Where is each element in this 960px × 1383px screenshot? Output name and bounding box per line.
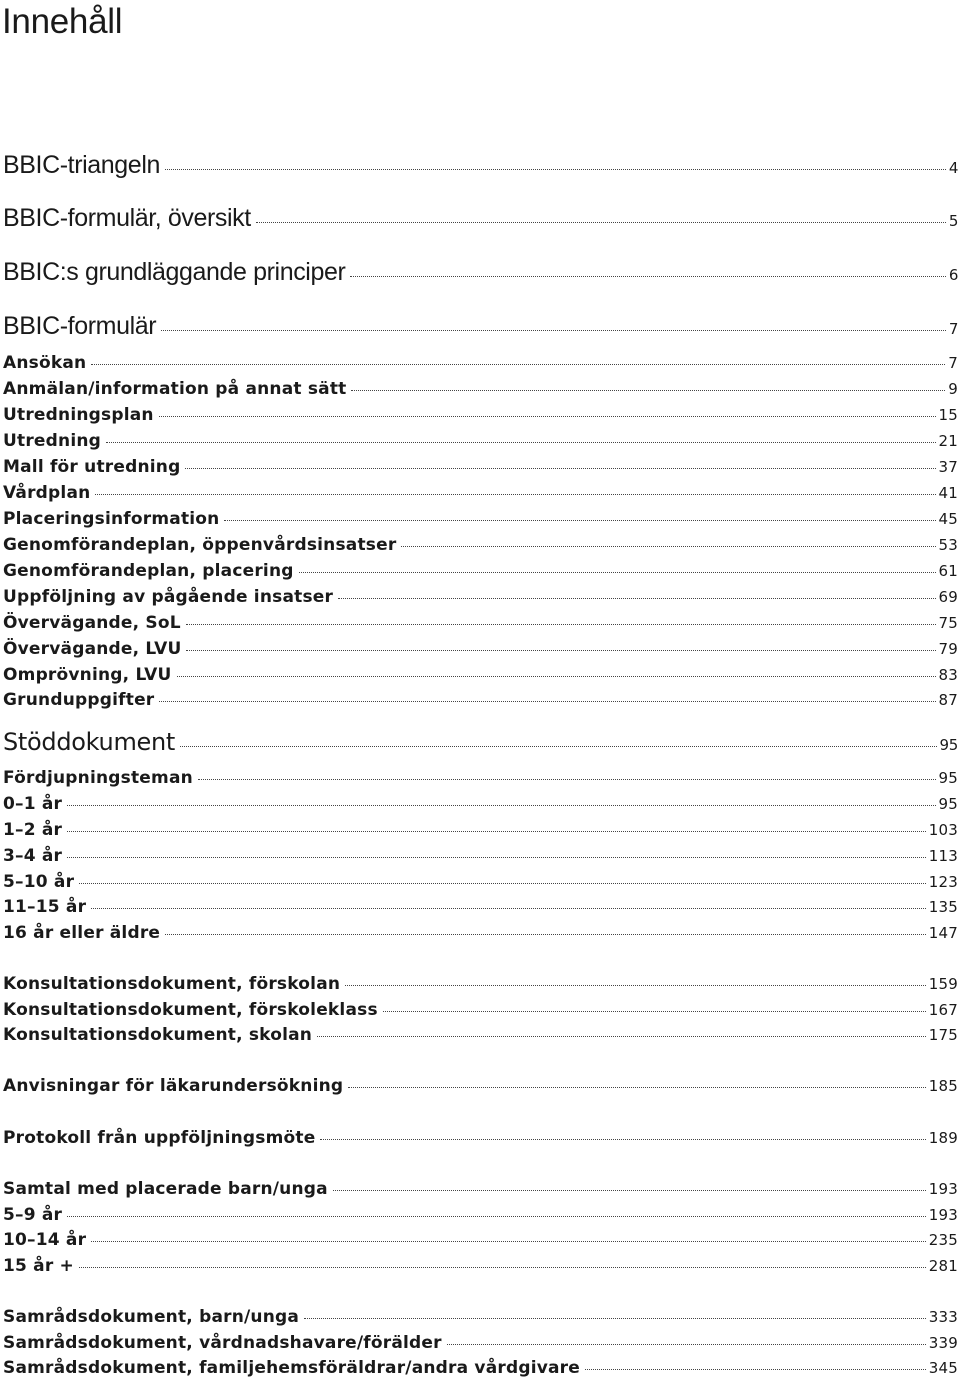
toc-entry-label: Samtal med placerade barn/unga bbox=[3, 1179, 328, 1199]
toc-entry-grunduppgifter[interactable] bbox=[3, 690, 958, 710]
dot-leader bbox=[351, 390, 945, 391]
toc-entry-16-ar-eller-aldre[interactable] bbox=[3, 923, 958, 943]
toc-entry-bbic-formular[interactable] bbox=[3, 312, 958, 341]
toc-entry-label: Uppföljning av pågående insatser bbox=[3, 587, 334, 607]
toc-entry-page: 333 bbox=[928, 1308, 958, 1326]
dot-leader bbox=[320, 1139, 925, 1140]
dot-leader bbox=[161, 330, 946, 331]
toc-entry-bbic-formular-oversikt[interactable] bbox=[3, 204, 958, 233]
dot-leader bbox=[177, 676, 936, 677]
dot-leader bbox=[383, 1011, 926, 1012]
toc-entry-label: BBIC:s grundläggande principer bbox=[3, 258, 346, 286]
toc-entry-label: Samrådsdokument, familjehemsföräldrar/andra vårdgivare bbox=[3, 1358, 580, 1378]
toc-entry-label: BBIC-formulär bbox=[3, 312, 157, 340]
toc-entry-page: 281 bbox=[928, 1257, 958, 1275]
toc-entry-ansokan[interactable] bbox=[3, 353, 958, 373]
toc-entry-label: Konsultationsdokument, skolan bbox=[3, 1025, 313, 1045]
toc-entry-stoddokument[interactable] bbox=[3, 728, 958, 756]
toc-entry-label: Omprövning, LVU bbox=[3, 665, 172, 685]
dot-leader bbox=[345, 985, 926, 986]
dot-leader bbox=[401, 546, 935, 547]
toc-entry-page: 167 bbox=[928, 1001, 958, 1019]
toc-entry-anvisningar-lakarundersokning[interactable] bbox=[3, 1076, 958, 1096]
dot-leader bbox=[338, 598, 935, 599]
toc-entry-label: 5–9 år bbox=[3, 1205, 63, 1225]
toc-entry-page: 103 bbox=[928, 821, 958, 839]
toc-entry-label: Genomförandeplan, placering bbox=[3, 561, 294, 581]
toc-entry-15-ar-plus[interactable] bbox=[3, 1256, 958, 1276]
toc-entry-page: 113 bbox=[928, 847, 958, 865]
toc-entry-11-15-ar[interactable] bbox=[3, 897, 958, 917]
toc-entry-samrad-barn-unga[interactable] bbox=[3, 1307, 958, 1327]
toc-entry-placeringsinformation[interactable] bbox=[3, 509, 958, 529]
toc-entry-page: 95 bbox=[939, 736, 958, 754]
dot-leader bbox=[256, 222, 946, 223]
toc-entry-label: Utredning bbox=[3, 431, 102, 451]
toc-entry-page: 189 bbox=[928, 1129, 958, 1147]
toc-entry-mall-for-utredning[interactable] bbox=[3, 457, 958, 477]
toc-entry-uppfoljning[interactable] bbox=[3, 587, 958, 607]
toc-entry-page: 45 bbox=[938, 510, 958, 528]
toc-entry-label: 11–15 år bbox=[3, 897, 87, 917]
toc-entry-label: Mall för utredning bbox=[3, 457, 181, 477]
toc-entry-omprovning-lvu[interactable] bbox=[3, 665, 958, 685]
toc-entry-page: 87 bbox=[938, 691, 958, 709]
dot-leader bbox=[585, 1369, 926, 1370]
dot-leader bbox=[447, 1344, 926, 1345]
toc-entry-utredningsplan[interactable] bbox=[3, 405, 958, 425]
toc-entry-label: Placeringsinformation bbox=[3, 509, 220, 529]
toc-entry-utredning[interactable] bbox=[3, 431, 958, 451]
toc-entry-label: 15 år + bbox=[3, 1256, 74, 1276]
toc-entry-page: 75 bbox=[938, 614, 958, 632]
dot-leader bbox=[304, 1318, 926, 1319]
toc-entry-label: Konsultationsdokument, förskoleklass bbox=[3, 1000, 378, 1020]
toc-entry-1-2-ar[interactable] bbox=[3, 820, 958, 840]
toc-entry-label: 10–14 år bbox=[3, 1230, 87, 1250]
toc-entry-page: 6 bbox=[948, 266, 958, 284]
toc-entry-label: Grunduppgifter bbox=[3, 690, 155, 710]
toc-entry-page: 123 bbox=[928, 873, 958, 891]
page-title: Innehåll bbox=[2, 2, 123, 41]
dot-leader bbox=[106, 442, 935, 443]
toc-entry-genomforandeplan-placering[interactable] bbox=[3, 561, 958, 581]
dot-leader bbox=[91, 364, 945, 365]
toc-entry-samtal-placerade[interactable] bbox=[3, 1179, 958, 1199]
toc-entry-page: 53 bbox=[938, 536, 958, 554]
toc-entry-label: Samrådsdokument, vårdnadshavare/förälder bbox=[3, 1333, 442, 1353]
toc-entry-page: 15 bbox=[938, 406, 958, 424]
toc-entry-label: 1–2 år bbox=[3, 820, 63, 840]
dot-leader bbox=[186, 650, 935, 651]
toc-entry-0-1-ar[interactable] bbox=[3, 794, 958, 814]
toc-entry-label: Anvisningar för läkarundersökning bbox=[3, 1076, 344, 1096]
dot-leader bbox=[333, 1190, 926, 1191]
toc-entry-page: 345 bbox=[928, 1359, 958, 1377]
dot-leader bbox=[159, 701, 935, 702]
toc-entry-genomforandeplan-oppenvard[interactable] bbox=[3, 535, 958, 555]
toc-entry-label: Stöddokument bbox=[3, 728, 176, 756]
toc-entry-page: 95 bbox=[938, 769, 958, 787]
dot-leader bbox=[95, 494, 935, 495]
toc-entry-label: Övervägande, LVU bbox=[3, 639, 182, 659]
toc-entry-page: 37 bbox=[938, 458, 958, 476]
toc-entry-page: 193 bbox=[928, 1206, 958, 1224]
toc-entry-fordjupningsteman[interactable] bbox=[3, 768, 958, 788]
toc-entry-overvagande-sol[interactable] bbox=[3, 613, 958, 633]
toc-entry-page: 135 bbox=[928, 898, 958, 916]
dot-leader bbox=[198, 779, 936, 780]
toc-entry-page: 61 bbox=[938, 562, 958, 580]
dot-leader bbox=[67, 805, 935, 806]
dot-leader bbox=[165, 169, 946, 170]
dot-leader bbox=[165, 934, 926, 935]
toc-entry-samrad-vardnadshavare[interactable] bbox=[3, 1333, 958, 1353]
toc-entry-3-4-ar[interactable] bbox=[3, 846, 958, 866]
toc-entry-konsultation-skolan[interactable] bbox=[3, 1025, 958, 1045]
dot-leader bbox=[91, 908, 926, 909]
toc-entry-page: 147 bbox=[928, 924, 958, 942]
toc-entry-label: BBIC-triangeln bbox=[3, 151, 160, 179]
dot-leader bbox=[180, 746, 936, 747]
toc-entry-overvagande-lvu[interactable] bbox=[3, 639, 958, 659]
toc-entry-page: 4 bbox=[948, 159, 958, 177]
dot-leader bbox=[350, 276, 945, 277]
toc-entry-label: Utredningsplan bbox=[3, 405, 154, 425]
dot-leader bbox=[159, 416, 936, 417]
dot-leader bbox=[186, 624, 936, 625]
dot-leader bbox=[224, 520, 935, 521]
dot-leader bbox=[348, 1087, 925, 1088]
toc-entry-label: Protokoll från uppföljningsmöte bbox=[3, 1128, 316, 1148]
toc-entry-page: 235 bbox=[928, 1231, 958, 1249]
toc-entry-page: 21 bbox=[938, 432, 958, 450]
toc-entry-page: 9 bbox=[948, 380, 958, 398]
toc-entry-protokoll-uppfoljningsmote[interactable] bbox=[3, 1128, 958, 1148]
dot-leader bbox=[67, 831, 926, 832]
toc-entry-page: 5 bbox=[948, 212, 958, 230]
toc-entry-page: 159 bbox=[928, 975, 958, 993]
toc-entry-label: Vårdplan bbox=[3, 483, 91, 503]
toc-entry-label: 3–4 år bbox=[3, 846, 63, 866]
toc-entry-label: Konsultationsdokument, förskolan bbox=[3, 974, 341, 994]
toc-entry-page: 185 bbox=[928, 1077, 958, 1095]
toc-entry-page: 69 bbox=[938, 588, 958, 606]
toc-entry-label: 16 år eller äldre bbox=[3, 923, 161, 943]
toc-entry-konsultation-forskolan[interactable] bbox=[3, 974, 958, 994]
toc-entry-label: Genomförandeplan, öppenvårdsinsatser bbox=[3, 535, 397, 555]
toc-entry-page: 95 bbox=[938, 795, 958, 813]
toc-entry-page: 7 bbox=[948, 354, 958, 372]
toc-entry-page: 79 bbox=[938, 640, 958, 658]
toc-entry-samrad-familjehem[interactable] bbox=[3, 1358, 958, 1378]
toc-entry-5-10-ar[interactable] bbox=[3, 872, 958, 892]
dot-leader bbox=[91, 1241, 926, 1242]
toc-entry-bbic-triangeln[interactable] bbox=[3, 151, 958, 180]
toc-entry-label: BBIC-formulär, översikt bbox=[3, 204, 251, 232]
dot-leader bbox=[67, 1216, 926, 1217]
toc-entry-page: 339 bbox=[928, 1334, 958, 1352]
toc-entry-page: 41 bbox=[938, 484, 958, 502]
dot-leader bbox=[67, 857, 926, 858]
dot-leader bbox=[299, 572, 936, 573]
toc-entry-label: Samrådsdokument, barn/unga bbox=[3, 1307, 300, 1327]
dot-leader bbox=[79, 1267, 926, 1268]
toc-entry-label: 5–10 år bbox=[3, 872, 75, 892]
dot-leader bbox=[79, 883, 926, 884]
toc-entry-label: Ansökan bbox=[3, 353, 87, 373]
toc-entry-konsultation-forskoleklass[interactable] bbox=[3, 1000, 958, 1020]
toc-entry-page: 193 bbox=[928, 1180, 958, 1198]
toc-entry-label: Anmälan/information på annat sätt bbox=[3, 379, 347, 399]
toc-entry-anmalan[interactable] bbox=[3, 379, 958, 399]
dot-leader bbox=[185, 468, 935, 469]
toc-entry-label: Fördjupningsteman bbox=[3, 768, 193, 788]
toc-entry-grundlaggande-principer[interactable] bbox=[3, 258, 958, 287]
toc-entry-5-9-ar[interactable] bbox=[3, 1205, 958, 1225]
toc-entry-page: 175 bbox=[928, 1026, 958, 1044]
toc-entry-10-14-ar[interactable] bbox=[3, 1230, 958, 1250]
dot-leader bbox=[317, 1036, 926, 1037]
toc-entry-vardplan[interactable] bbox=[3, 483, 958, 503]
toc-entry-label: Övervägande, SoL bbox=[3, 613, 181, 633]
toc-entry-page: 7 bbox=[948, 320, 958, 338]
toc-entry-page: 83 bbox=[938, 666, 958, 684]
toc-entry-label: 0–1 år bbox=[3, 794, 63, 814]
